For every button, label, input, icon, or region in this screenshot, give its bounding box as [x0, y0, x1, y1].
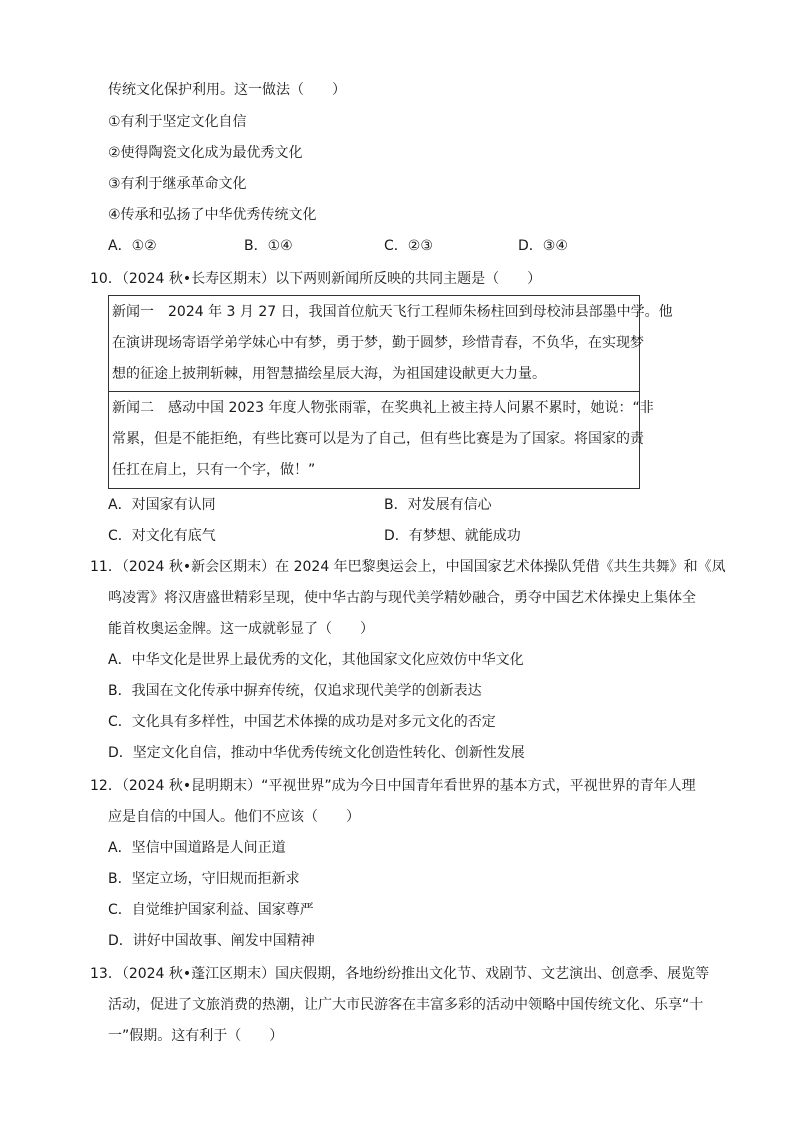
news2-line-1: 新闻二 感动中国 2023 年度人物张雨霏，在奖典礼上被主持人问累不累时，她说：“非 [112, 400, 654, 416]
q10-option-a[interactable]: A．对国家有认同 [108, 497, 216, 513]
q9-item-4: ④传承和弘扬了中华优秀传统文化 [108, 207, 317, 223]
news1-line-2: 在演讲现场寄语学弟学妹心中有梦，勇于梦，勤于圆梦，珍惜青春，不负华，在实现梦 [112, 335, 644, 351]
q13-stem-line-3: 一”假期。这有利于（ ） [108, 1028, 284, 1044]
q9-item-3: ③有利于继承革命文化 [108, 176, 247, 192]
q12-option-b[interactable]: B．坚定立场，守旧规而拒新求 [108, 871, 300, 887]
q10-stem: 10．（2024 秋•长寿区期末）以下两则新闻所反映的共同主题是（ ） [90, 271, 542, 287]
q13-stem-line-1: 13．（2024 秋•蓬江区期末）国庆假期，各地纷纷推出文化节、戏剧节、文艺演出、创意季、展览等 [90, 966, 710, 982]
q11-option-a[interactable]: A．中华文化是世界上最优秀的文化，其他国家文化应效仿中华文化 [108, 652, 524, 668]
q9-item-2: ②使得陶瓷文化成为最优秀文化 [108, 145, 303, 161]
q12-option-a[interactable]: A．坚信中国道路是人间正道 [108, 840, 286, 856]
q9-option-c[interactable]: C．②③ [384, 238, 433, 254]
q9-item-1: ①有利于坚定文化自信 [108, 114, 247, 130]
q11-option-b[interactable]: B．我国在文化传承中摒弃传统，仅追求现代美学的创新表达 [108, 683, 482, 699]
q11-stem-line-2: 鸣凌霄》将汉唐盛世精彩呈现，使中华古韵与现代美学精妙融合，勇夺中国艺术体操史上集体全 [108, 590, 696, 606]
q11-option-c[interactable]: C．文化具有多样性，中国艺术体操的成功是对多元文化的否定 [108, 714, 496, 730]
q10-option-b[interactable]: B．对发展有信心 [384, 497, 492, 513]
news-box [108, 295, 673, 489]
q13-stem-line-2: 活动，促进了文旅消费的热潮，让广大市民游客在丰富多彩的活动中领略中国传统文化、乐享“十 [108, 997, 704, 1013]
q9-option-b[interactable]: B．①④ [244, 238, 293, 254]
news1-line-1: 新闻一 2024 年 3 月 27 日，我国首位航天飞行工程师朱杨柱回到母校沛县部墨中学。他 [112, 304, 673, 320]
q9-stem-tail: 传统文化保护利用。这一做法（ ） [108, 82, 346, 98]
news2-line-2: 常累，但是不能拒绝，有些比赛可以是为了自己，但有些比赛是为了国家。将国家的责 [112, 431, 644, 447]
q12-stem-line-1: 12．（2024 秋•昆明期末）“平视世界”成为今日中国青年看世界的基本方式，平视世界的青年人理 [90, 778, 696, 794]
q11-stem-line-3: 能首枚奥运金牌。这一成就彰显了（ ） [108, 621, 374, 637]
q10-option-c[interactable]: C．对文化有底气 [108, 528, 216, 544]
q11-option-d[interactable]: D．坚定文化自信，推动中华优秀传统文化创造性转化、创新性发展 [108, 745, 525, 761]
q12-option-c[interactable]: C．自觉维护国家利益、国家尊严 [108, 902, 314, 918]
news-divider [109, 391, 639, 392]
q9-option-d[interactable]: D．③④ [518, 238, 568, 254]
q11-stem-line-1: 11．（2024 秋•新会区期末）在 2024 年巴黎奥运会上，中国国家艺术体操队凭借《共生共舞》和《凤 [90, 559, 726, 575]
q9-option-a[interactable]: A．①② [108, 238, 157, 254]
q12-stem-line-2: 应是自信的中国人。他们不应该（ ） [108, 809, 360, 825]
q10-option-d[interactable]: D．有梦想、就能成功 [384, 528, 521, 544]
news1-line-3: 想的征途上披荆斩棘，用智慧描绘星辰大海，为祖国建设献更大力量。 [112, 366, 546, 382]
q12-option-d[interactable]: D．讲好中国故事、阐发中国精神 [108, 933, 315, 949]
news2-line-3: 任扛在肩上，只有一个字，做！” [112, 462, 316, 478]
